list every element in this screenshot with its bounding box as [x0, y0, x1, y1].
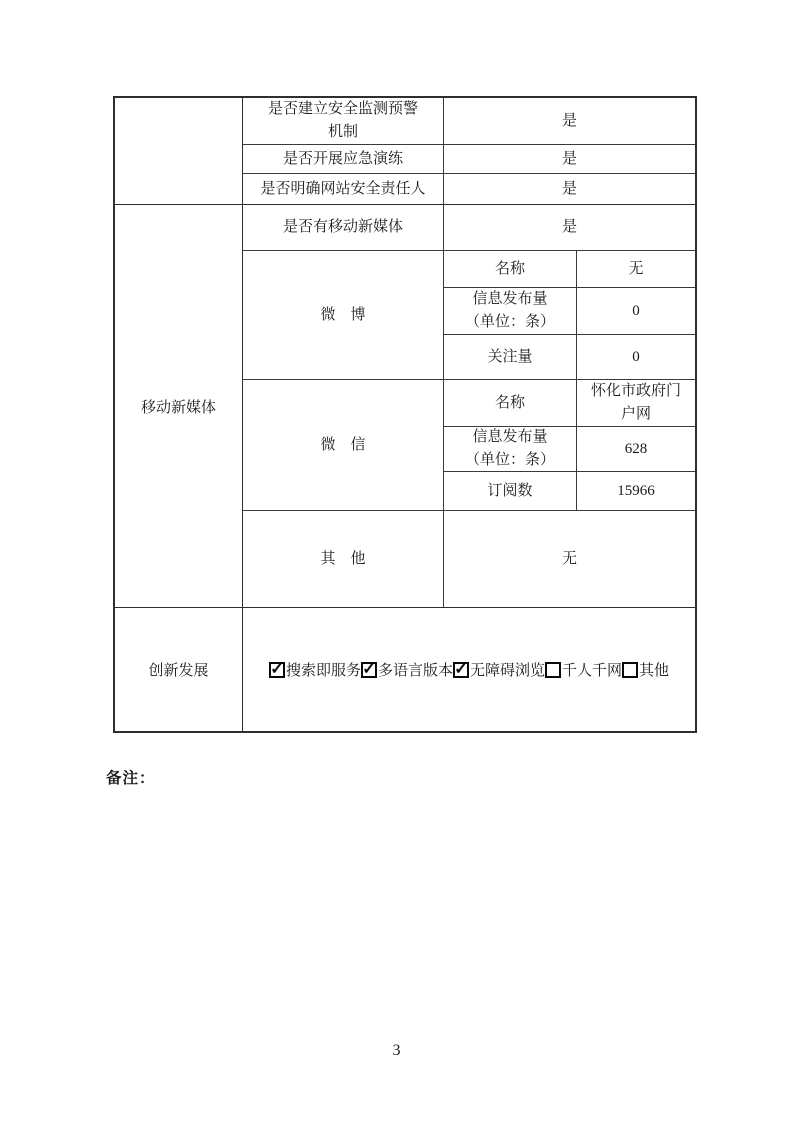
section-header-empty	[115, 98, 243, 204]
checkbox-icon	[361, 662, 377, 678]
table-row	[444, 251, 695, 288]
option-label: 无障碍浏览	[469, 663, 545, 679]
option-label: 搜索即服务	[285, 663, 361, 679]
option-label: 千人千网	[562, 663, 623, 679]
row-label	[243, 98, 444, 144]
section-security	[115, 98, 695, 205]
metric-value: 0	[632, 302, 640, 319]
metric-label-line1: 信息发布量	[472, 429, 548, 445]
row-label: 是否开展应急演练	[243, 145, 444, 173]
metric-label-line2: （单位：条）	[464, 314, 555, 330]
metric-label: 名称	[444, 251, 577, 287]
option-label: 多语言版本	[377, 663, 453, 679]
checkbox-icon	[269, 662, 285, 678]
platform-label-other: 其 他	[243, 511, 444, 607]
metric-value: 无	[628, 260, 644, 277]
metric-label	[444, 288, 577, 334]
platform-label-weibo: 微 博	[243, 251, 444, 379]
section-header-innovation: 创新发展	[115, 608, 243, 731]
table-row	[243, 174, 695, 204]
table-row	[444, 472, 695, 510]
weibo-group	[243, 251, 695, 380]
option-accessibility	[453, 659, 545, 680]
report-table	[113, 96, 697, 733]
row-label: 是否明确网站安全责任人	[243, 174, 444, 204]
metric-label	[444, 427, 577, 471]
option-label: 其他	[639, 663, 670, 679]
metric-value	[577, 380, 695, 426]
metric-label-line2: （单位：条）	[464, 452, 555, 468]
row-value: 是	[561, 150, 577, 167]
row-value: 无	[561, 550, 577, 567]
table-row	[243, 98, 695, 145]
table-row	[444, 288, 695, 335]
metric-label: 名称	[444, 380, 577, 426]
checkbox-icon	[622, 662, 638, 678]
row-label: 是否有移动新媒体	[243, 205, 444, 250]
metric-value: 0	[632, 348, 640, 365]
remark-label: 备注：	[106, 770, 156, 787]
option-search-service	[269, 659, 361, 680]
metric-value-text: 怀化市政府门户网	[590, 383, 681, 422]
row-value: 是	[561, 112, 577, 129]
metric-label: 订阅数	[444, 472, 577, 510]
table-row	[444, 427, 695, 472]
table-row	[243, 511, 695, 607]
option-other	[622, 659, 669, 680]
checkbox-icon	[545, 662, 561, 678]
row-value: 是	[561, 219, 577, 235]
table-row	[243, 145, 695, 174]
section-mobile-new-media	[115, 205, 695, 608]
page-number: 3	[392, 1042, 401, 1059]
row-label-text: 是否建立安全监测预警机制	[267, 101, 418, 140]
table-row	[444, 380, 695, 427]
table-row	[243, 205, 695, 251]
innovation-options	[243, 608, 695, 731]
section-innovation	[115, 608, 695, 731]
section-header-mobile: 移动新媒体	[115, 205, 243, 607]
row-value: 是	[561, 180, 577, 197]
table-row	[444, 335, 695, 379]
metric-value: 628	[624, 440, 648, 457]
platform-label-wechat: 微 信	[243, 380, 444, 510]
option-personalized	[545, 659, 622, 680]
metric-label: 关注量	[444, 335, 577, 379]
metric-label-line1: 信息发布量	[472, 291, 548, 307]
wechat-group	[243, 380, 695, 511]
option-multilingual	[361, 659, 453, 680]
metric-value: 15966	[617, 482, 655, 499]
checkbox-icon	[453, 662, 469, 678]
